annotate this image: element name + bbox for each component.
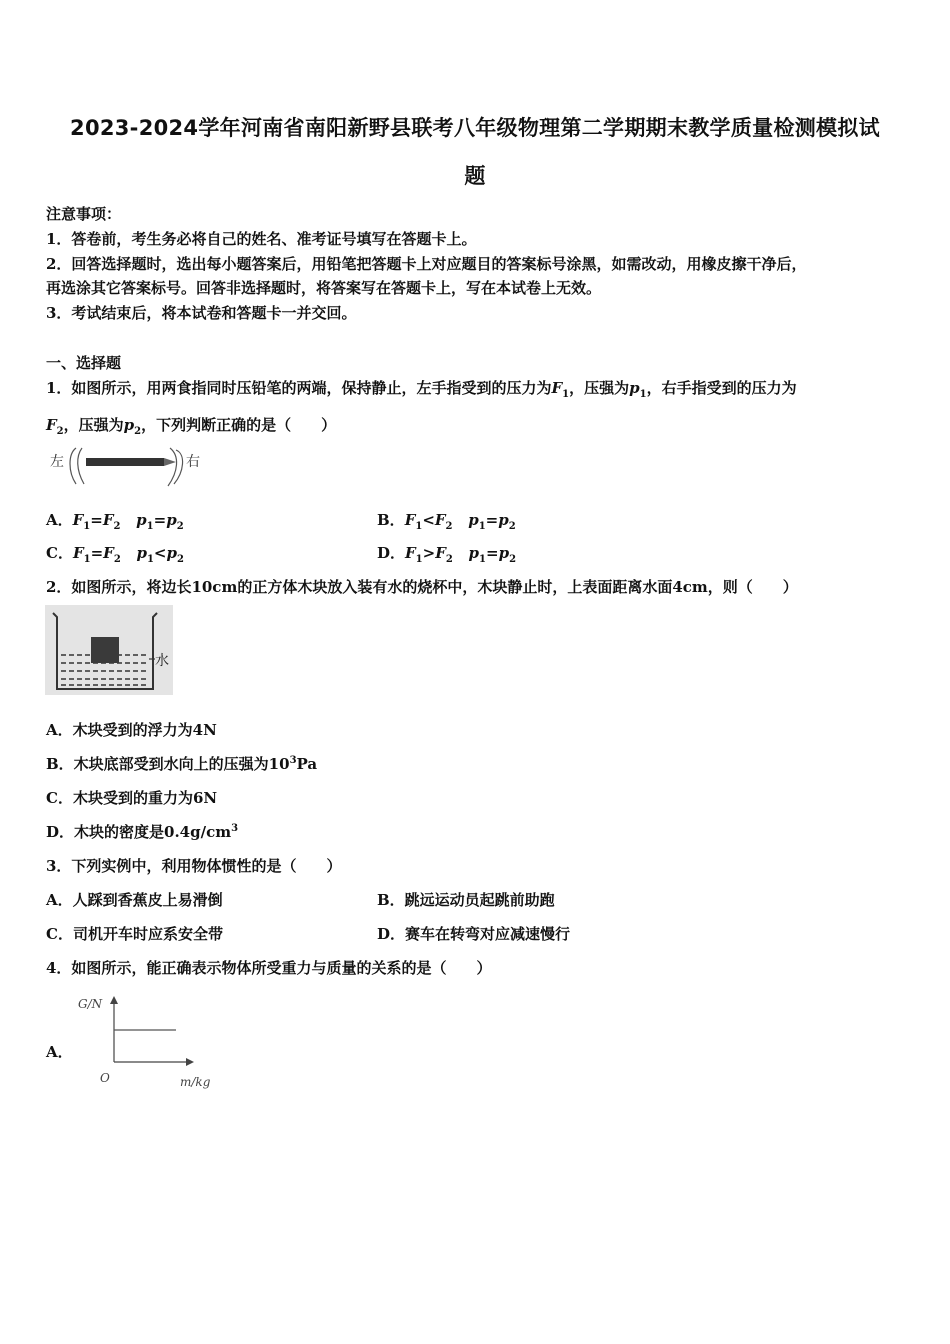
notice-heading: 注意事项： [46,205,122,223]
q3-option-a: A．人踩到香蕉皮上易滑倒 [46,891,223,909]
q1-d-F2-sub: 2 [445,554,453,565]
q1-pencil-figure [46,444,206,490]
q2-option-b-sup: 3 [289,755,297,766]
wood-block-icon [91,637,119,663]
q3-option-b: B．跳远运动员起跳前助跑 [377,891,555,909]
q1-d-p2: p [498,544,510,562]
q1-d-rel1: > [422,544,436,562]
q1-b-p2: p [498,511,509,529]
q1-b-rel1: < [422,511,435,529]
q1-stem-line2 [46,414,336,437]
q2-option-c: C．木块受到的重力为6N [46,789,218,807]
q1-option-d [377,542,516,565]
notice-item-3: 3．考试结束后，将本试卷和答题卡一并交回。 [46,304,357,322]
q3-option-c: C．司机开车时应系安全带 [46,925,223,943]
q1-text-post: ，下列判断正确的是（ ） [141,416,337,434]
q2-option-d-text: D．木块的密度是0.4g/cm [46,823,232,841]
q1-stem-line1 [46,377,797,400]
q1-p2-sub: 2 [134,426,142,437]
q1-c-p2: p [166,544,177,562]
y-axis-label: G/N [78,997,103,1011]
q2-option-b [46,753,317,774]
q1-a-p1: p [136,511,147,529]
q1-a-p2-sub: 2 [176,521,184,532]
q4-graph-a [76,990,226,1090]
q1-c-F1: F [72,544,84,562]
q1-c-rel2: < [153,544,167,562]
notice-item-2a: 2．回答选择题时，选出每小题答案后，用铅笔把答题卡上对应题目的答案标号涂黑，如需改动，用橡皮擦干净后， [46,255,807,273]
q1-option-c [46,542,184,565]
q2-stem: 2．如图所示，将边长10cm的正方体木块放入装有水的烧杯中，木块静止时，上表面距离水面4cm，则（ ） [46,578,798,596]
q4-option-a-label: A． [46,1043,73,1061]
q1-a-F2: F [102,511,114,529]
q2-option-d [46,821,238,842]
q1-p1-sub: 1 [639,389,647,400]
x-axis-label: m/kg [180,1075,211,1089]
q1-c-p1: p [136,544,147,562]
q1-a-F2-sub: 2 [113,521,121,532]
q1-option-b [377,509,516,532]
q1-d-F2: F [435,544,446,562]
q1-b-F2-sub: 2 [445,521,453,532]
q1-c-F2-sub: 2 [113,554,121,565]
notice-item-1: 1．答卷前，考生务必将自己的姓名、准考证号填写在答题卡上。 [46,230,477,248]
q1-a-rel1: = [90,511,103,529]
q1-d-p1: p [468,544,480,562]
q1-text-pre: 1．如图所示，用两食指同时压铅笔的两端，保持静止，左手指受到的压力为 [46,379,552,397]
q1-text-mid3: ，压强为 [63,416,124,434]
q1-text-mid1: ，压强为 [569,379,630,397]
q1-fig-right-label: 右 [186,454,200,470]
q4-stem: 4．如图所示，能正确表示物体所受重力与质量的关系的是（ ） [46,959,492,977]
q2-option-b-unit: Pa [296,755,318,773]
q1-b-F1-sub: 1 [415,521,423,532]
right-finger-icon [168,448,183,486]
q3-option-d: D．赛车在转弯对应减速慢行 [377,925,571,943]
q1-a-rel2: = [153,511,167,529]
q1-a-p1-sub: 1 [146,521,154,532]
q1-option-a [46,509,184,532]
q1-a-F1: F [72,511,84,529]
q1-p1: p [629,379,640,397]
g-vs-m-graph [76,990,226,1090]
q1-b-F2: F [434,511,446,529]
pencil-body-icon [86,458,164,466]
q1-c-F1-sub: 1 [83,554,91,565]
q1-d-rel2: = [485,544,499,562]
q1-d-F1-sub: 1 [415,554,423,565]
q1-option-c-label: C． [46,544,73,562]
q1-a-p2: p [166,511,177,529]
q1-d-F1: F [405,544,416,562]
q1-option-d-label: D． [377,544,406,562]
pencil-tip-icon [164,458,176,466]
section-heading: 一、选择题 [46,354,122,372]
q1-b-p1-sub: 1 [478,521,486,532]
pencil-illustration [46,444,206,490]
q1-F2-sub: 2 [56,426,64,437]
q1-b-F1: F [404,511,416,529]
beaker-illustration [45,605,173,695]
exam-title-line2: 题 [464,164,486,188]
water-label: 水 [155,653,169,669]
q1-b-p2-sub: 2 [508,521,516,532]
q1-F2: F [46,416,57,434]
q1-c-rel1: = [90,544,104,562]
q1-d-p2-sub: 2 [509,554,517,565]
q1-p2: p [123,416,135,434]
q1-b-rel2: = [485,511,499,529]
q1-F1: F [551,379,563,397]
q1-b-p1: p [468,511,479,529]
q1-c-p2-sub: 2 [177,554,184,565]
q1-F1-sub: 1 [562,389,570,400]
q2-option-a: A．木块受到的浮力为4N [46,721,217,739]
x-axis-arrow-icon [186,1058,194,1066]
q2-option-d-sup: 3 [231,823,239,834]
left-finger-icon [70,448,84,484]
q1-d-p1-sub: 1 [479,554,486,565]
q3-stem: 3．下列实例中，利用物体惯性的是（ ） [46,857,342,875]
q2-beaker-figure [45,605,173,695]
q2-option-b-text: B．木块底部受到水向上的压强为10 [46,755,290,773]
q1-text-mid2: ，右手指受到的压力为 [646,379,797,397]
y-axis-arrow-icon [110,996,118,1004]
q1-option-a-label: A． [46,511,73,529]
q1-c-p1-sub: 1 [146,554,154,565]
q1-a-F1-sub: 1 [83,521,91,532]
q1-fig-left-label: 左 [50,454,64,470]
q1-option-b-label: B． [377,511,405,529]
q1-c-F2: F [103,544,114,562]
exam-title-line1: 2023-2024学年河南省南阳新野县联考八年级物理第二学期期末教学质量检测模拟试 [70,116,880,140]
origin-label: O [100,1071,110,1085]
notice-item-2b: 再选涂其它答案标号。回答非选择题时，将答案写在答题卡上，写在本试卷上无效。 [46,279,602,297]
